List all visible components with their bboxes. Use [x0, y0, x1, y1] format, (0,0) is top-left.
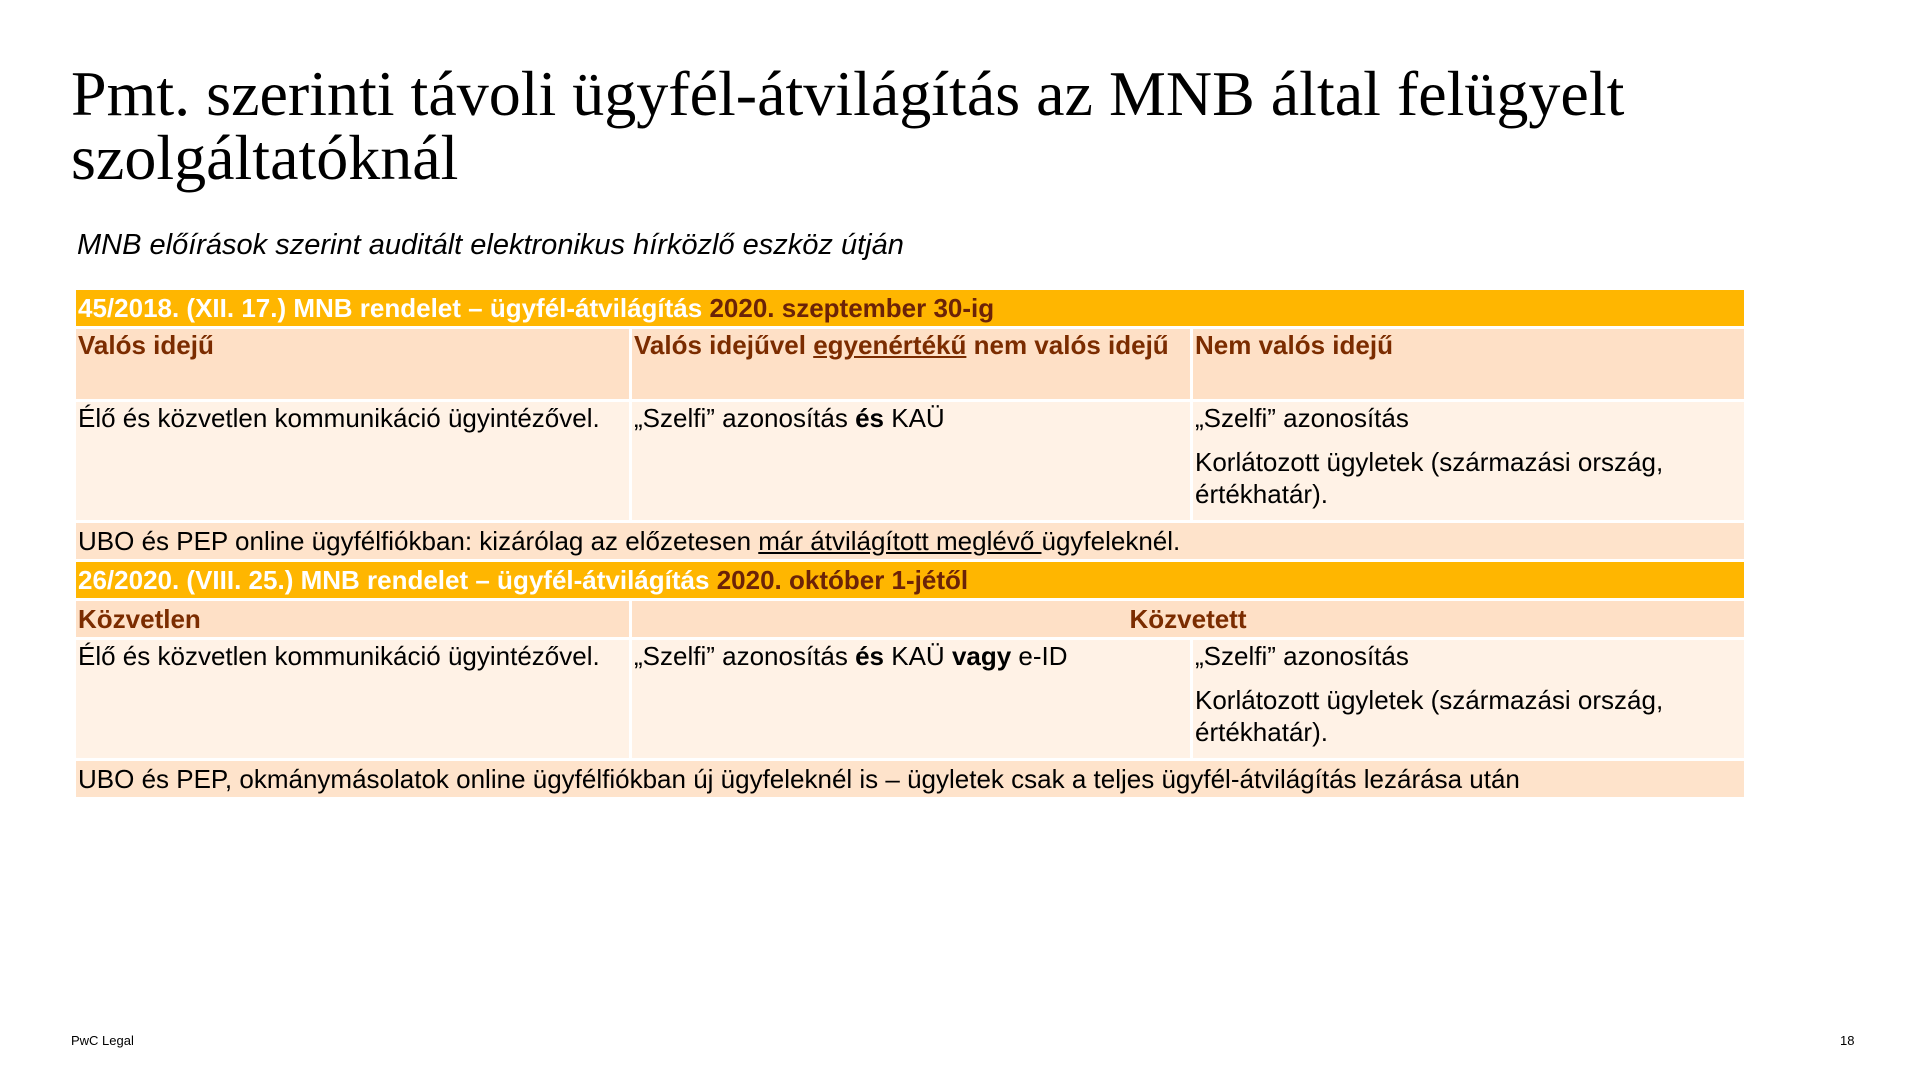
cell-line: Korlátozott ügyletek (származási ország, értékhatár).: [1195, 685, 1664, 747]
section1-note-row: [76, 523, 1744, 559]
header-egyenerteku: [632, 329, 1190, 399]
regulation-table: [73, 287, 1747, 800]
subtitle: MNB előírások szerint auditált elektronikus hírközlő eszköz útján: [77, 229, 904, 261]
page-title: Pmt. szerinti távoli ügyfél-átvilágítás az MNB által felügyelt szolgáltatóknál: [71, 58, 1625, 193]
cell-text: [1193, 402, 1744, 520]
header-valos-ideju: Valós idejű: [76, 329, 629, 399]
header-kozvetett: Közvetett: [632, 601, 1744, 637]
page-number: 18: [1840, 1033, 1855, 1048]
section1-header-row: [76, 329, 1744, 399]
cell-text: Élő és közvetlen kommunikáció ügyintézővel.: [76, 402, 629, 520]
section1-body-row: [76, 402, 1744, 520]
note-text: UBO és PEP online ügyfélfiókban: kizárólag az előzetesen: [78, 526, 759, 556]
header-text: nem valós idejű: [966, 330, 1169, 360]
cell-bold-text: vagy: [951, 641, 1012, 671]
note-text: UBO és PEP, okmánymásolatok online ügyfélfiókban új ügyfeleknél is – ügyletek csak a teljes ügyfél-átvilágítás lezárása után: [76, 761, 1744, 797]
section2-note-row: [76, 761, 1744, 797]
header-nem-valos-ideju: Nem valós idejű: [1193, 329, 1744, 399]
cell-text: [632, 402, 1190, 520]
cell-text: [1193, 640, 1744, 758]
cell-line: „Szelfi” azonosítás: [1195, 641, 1409, 671]
cell-text: [632, 640, 1190, 758]
cell-line: Korlátozott ügyletek (származási ország, értékhatár).: [1195, 447, 1664, 509]
cell-text: Élő és közvetlen kommunikáció ügyintézővel.: [76, 640, 629, 758]
header-underlined-text: egyenértékű: [813, 330, 967, 360]
section2-band-date: 2020. október 1-jétől: [716, 565, 969, 595]
cell-line: „Szelfi” azonosítás: [1195, 403, 1409, 433]
section2-band-title: 26/2020. (VIII. 25.) MNB rendelet – ügyfél-átvilágítás: [78, 565, 717, 595]
section1-band: [76, 290, 1744, 326]
section2-header-row: [76, 601, 1744, 637]
cell-bold-text: és: [855, 641, 885, 671]
footer-label: PwC Legal: [71, 1033, 134, 1048]
section1-band-title: 45/2018. (XII. 17.) MNB rendelet – ügyfél-átvilágítás: [78, 293, 710, 323]
cell-text-part: KAÜ: [884, 641, 952, 671]
header-text: Valós idejűvel: [634, 330, 814, 360]
note-underlined-text: már átvilágított meglévő: [758, 526, 1042, 556]
section1-band-date: 2020. szeptember 30-ig: [709, 293, 995, 323]
cell-text-part: „Szelfi” azonosítás: [634, 641, 856, 671]
cell-text-part: KAÜ: [884, 403, 945, 433]
note-text: ügyfeleknél.: [1041, 526, 1181, 556]
cell-bold-text: és: [855, 403, 885, 433]
section2-band: [76, 562, 1744, 598]
section2-body-row: [76, 640, 1744, 758]
cell-text-part: e-ID: [1011, 641, 1068, 671]
header-kozvetlen: Közvetlen: [76, 601, 629, 637]
cell-text-part: „Szelfi” azonosítás: [634, 403, 856, 433]
